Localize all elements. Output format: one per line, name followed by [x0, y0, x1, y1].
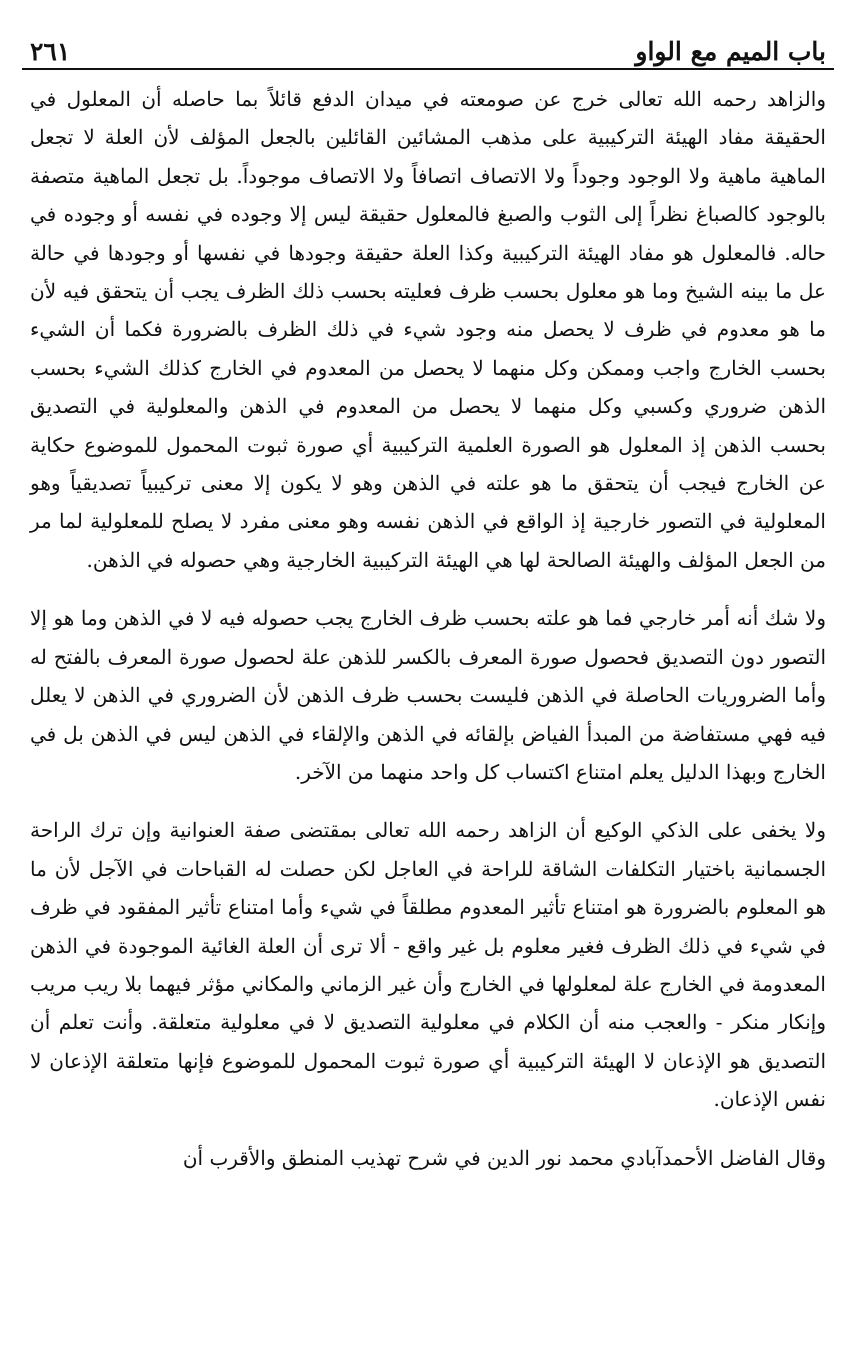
paragraph: والزاهد رحمه الله تعالى خرج عن صومعته في ميدان الدفع قائلاً بما حاصله أن المعلول في الحقيقة مفاد الهيئة التركيبية على مذهب المشائين القائلين بالجعل المؤلف لأن العلة لا تجعل الماهية ماهية ولا الوجود وجوداً ولا الاتصاف اتصافاً ولا الاتصاف موجوداً. بل تجعل الماهية متصفة بالوجود كالصباغ نظراً إلى الثوب والصبغ فالمعلول حقيقة ليس إلا وجوده في نفسه أو وجوده في حاله. فالمعلول هو مفاد الهيئة التركيبية وكذا العلة حقيقة وجودها في نفسها أو وجودها في حالة عل ما بينه الشيخ وما هو معلول بحسب ظرف فعليته بحسب ذلك الظرف يجب أن يتحقق فيه لأن ما هو معدوم في ظرف لا يحصل منه وجود شيء في ذلك الظرف بالضرورة فكما أن الشيء بحسب الخارج واجب وممكن وكل منهما لا يحصل من المعدوم في الخارج كذلك الشيء بحسب الذهن ضروري وكسبي وكل منهما لا يحصل من المعدوم في الذهن والمعلولية في التصديق بحسب الذهن إذ المعلول هو الصورة العلمية التركيبية أي صورة ثبوت المحمول للموضوع حكاية عن الخارج فيجب أن يتحقق ما هو علته في الذهن وهو لا يكون إلا معنى تركيبياً تصديقياً وهو المعلولية في التصور خارجية إذ الواقع في الذهن نفسه وهو معنى مفرد لا يصلح للمعلولية لما مر من الجعل المؤلف والهيئة الصالحة لها هي الهيئة التركيبية الخارجية وهي حصوله في الذهن. — [30, 87, 827, 572]
paragraph: وقال الفاضل الأحمدآبادي محمد نور الدين في شرح تهذيب المنطق والأقرب أن — [182, 1145, 826, 1170]
page-body — [22, 70, 834, 1177]
page-number: ٢٦١ — [30, 37, 71, 66]
paragraph: ولا يخفى على الذكي الوكيع أن الزاهد رحمه الله تعالى بمقتضى صفة العنوانية وإن ترك الراحة الجسمانية باختيار التكلفات الشاقة للراحة في العاجل لكن حصلت له القباحات في الآجل لأن ما هو المعلوم بالضرورة هو امتناع تأثير المعدوم مطلقاً في شيء وأما امتناع تأثير المفقود في ظرف في شيء في ذلك الظرف فغير معلوم بل غير واقع - ألا ترى أن العلة الغائية الموجودة في الذهن المعدومة في الخارج علة لمعلولها في الخارج وأن غير الزماني والمكاني مؤثر فيهما بلا ريب مريب وإنكار منكر - والعجب منه أن الكلام في معلولية التصديق لا في معلولية متعلقة. وأنت تعلم أن التصديق هو الإذعان لا الهيئة التركيبية أي صورة ثبوت المحمول للموضوع فإنها متعلقة الإذعان لا نفس الإذعان. — [30, 818, 826, 1112]
chapter-title: باب الميم مع الواو — [635, 37, 826, 66]
page-header — [22, 22, 834, 70]
paragraph: ولا شك أنه أمر خارجي فما هو علته بحسب ظرف الخارج يجب حصوله فيه لا في الذهن وما هو إلا التصور دون التصديق فحصول صورة المعرف بالكسر للذهن علة لحصول صورة المعرف بالفتح له وأما الضروريات الحاصلة في الذهن فليست بحسب ظرف الذهن لأن الضروري في الذهن لا يعلل فيه فهي مستفاضة من المبدأ الفياض بإلقائه في الذهن والإلقاء في الذهن ليس في الذهن بل في الخارج وبهذا الدليل يعلم امتناع اكتساب كل واحد منهما من الآخر. — [30, 606, 826, 784]
